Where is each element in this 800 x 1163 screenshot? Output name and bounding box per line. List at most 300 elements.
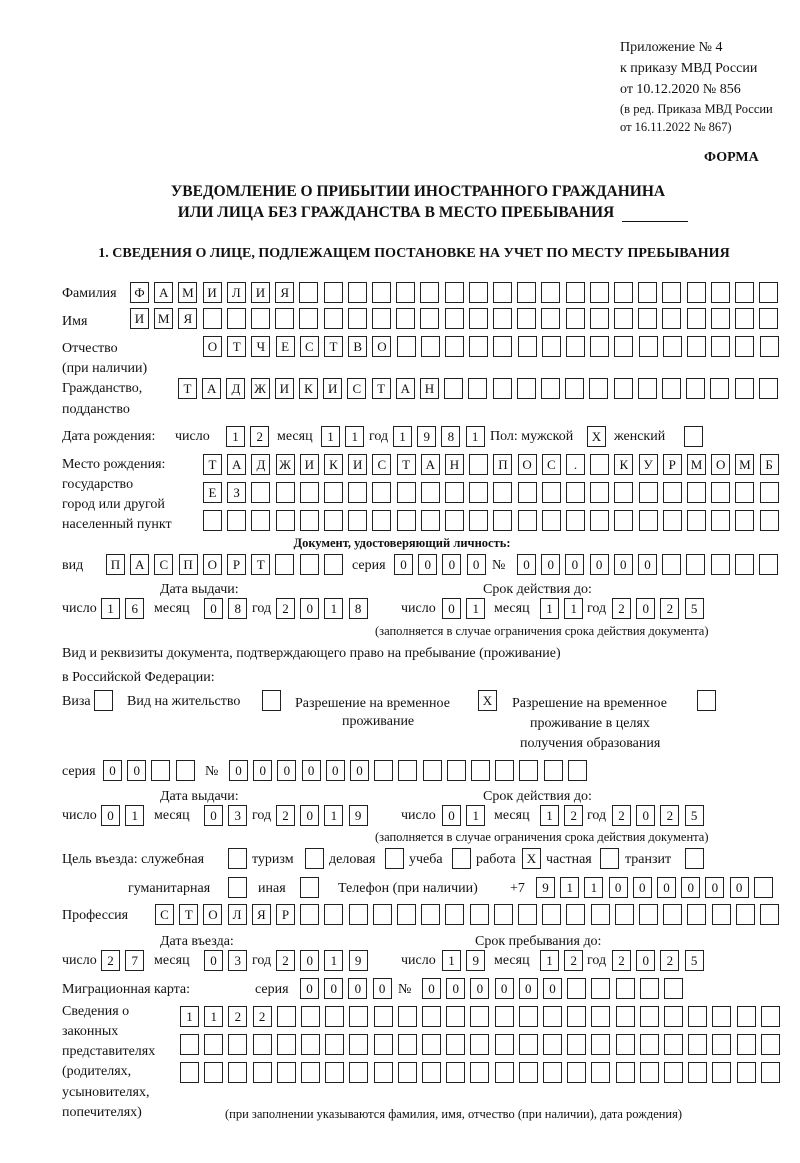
char-cell[interactable] xyxy=(614,378,633,399)
char-cell[interactable] xyxy=(176,760,195,781)
char-cell[interactable]: 1 xyxy=(204,1006,223,1027)
char-cell[interactable]: 1 xyxy=(584,877,603,898)
char-cell[interactable] xyxy=(471,760,490,781)
char-cell[interactable]: 9 xyxy=(349,805,368,826)
char-cell[interactable] xyxy=(711,482,730,503)
char-cell[interactable]: А xyxy=(154,282,173,303)
char-cell[interactable]: З xyxy=(227,482,246,503)
char-cell[interactable]: Т xyxy=(178,378,197,399)
char-cell[interactable]: А xyxy=(396,378,415,399)
char-cell[interactable] xyxy=(469,482,488,503)
char-cell[interactable] xyxy=(253,1034,272,1055)
char-cell[interactable] xyxy=(736,904,755,925)
char-cell[interactable]: 1 xyxy=(442,950,461,971)
char-cell[interactable] xyxy=(446,1034,465,1055)
char-cell[interactable] xyxy=(616,978,635,999)
char-cell[interactable]: 0 xyxy=(300,805,319,826)
char-cell[interactable]: 9 xyxy=(536,877,555,898)
char-cell[interactable] xyxy=(348,482,367,503)
char-cell[interactable] xyxy=(735,554,754,575)
char-cell[interactable] xyxy=(518,510,537,531)
char-cell[interactable] xyxy=(445,904,464,925)
char-cell[interactable] xyxy=(397,336,416,357)
char-cell[interactable]: 0 xyxy=(633,877,652,898)
char-cell[interactable] xyxy=(396,282,415,303)
char-cell[interactable]: 0 xyxy=(541,554,560,575)
char-cell[interactable] xyxy=(203,510,222,531)
char-cell[interactable] xyxy=(300,904,319,925)
char-cell[interactable] xyxy=(616,1006,635,1027)
char-cell[interactable]: 0 xyxy=(609,877,628,898)
char-cell[interactable] xyxy=(470,1006,489,1027)
char-cell[interactable] xyxy=(662,378,681,399)
char-cell[interactable] xyxy=(276,510,295,531)
char-cell[interactable] xyxy=(590,482,609,503)
char-cell[interactable] xyxy=(325,1034,344,1055)
char-cell[interactable] xyxy=(519,760,538,781)
char-cell[interactable] xyxy=(735,282,754,303)
char-cell[interactable]: 0 xyxy=(422,978,441,999)
char-cell[interactable] xyxy=(445,336,464,357)
char-cell[interactable]: Е xyxy=(203,482,222,503)
char-cell[interactable]: О xyxy=(203,336,222,357)
char-cell[interactable] xyxy=(663,336,682,357)
char-cell[interactable] xyxy=(517,378,536,399)
char-cell[interactable]: 2 xyxy=(660,598,679,619)
char-cell[interactable]: 0 xyxy=(614,554,633,575)
char-cell[interactable]: 2 xyxy=(612,950,631,971)
char-cell[interactable]: 0 xyxy=(590,554,609,575)
char-cell[interactable] xyxy=(542,904,561,925)
humanitarian-checkbox[interactable] xyxy=(228,877,247,898)
char-cell[interactable] xyxy=(640,1006,659,1027)
char-cell[interactable]: 0 xyxy=(373,978,392,999)
char-cell[interactable] xyxy=(591,1006,610,1027)
char-cell[interactable] xyxy=(591,978,610,999)
char-cell[interactable]: Л xyxy=(228,904,247,925)
char-cell[interactable] xyxy=(565,378,584,399)
char-cell[interactable] xyxy=(760,904,779,925)
char-cell[interactable] xyxy=(566,308,585,329)
char-cell[interactable] xyxy=(446,1062,465,1083)
char-cell[interactable]: Т xyxy=(203,454,222,475)
char-cell[interactable]: 0 xyxy=(638,554,657,575)
char-cell[interactable] xyxy=(710,378,729,399)
char-cell[interactable] xyxy=(301,1006,320,1027)
char-cell[interactable]: Р xyxy=(227,554,246,575)
char-cell[interactable] xyxy=(614,308,633,329)
char-cell[interactable]: И xyxy=(203,282,222,303)
char-cell[interactable]: 3 xyxy=(228,950,247,971)
char-cell[interactable] xyxy=(542,336,561,357)
char-cell[interactable]: 2 xyxy=(228,1006,247,1027)
char-cell[interactable] xyxy=(422,1006,441,1027)
char-cell[interactable] xyxy=(397,510,416,531)
char-cell[interactable]: 0 xyxy=(442,598,461,619)
char-cell[interactable] xyxy=(253,1062,272,1083)
char-cell[interactable] xyxy=(518,482,537,503)
char-cell[interactable] xyxy=(518,336,537,357)
char-cell[interactable] xyxy=(204,1034,223,1055)
char-cell[interactable] xyxy=(567,1006,586,1027)
char-cell[interactable]: Т xyxy=(397,454,416,475)
char-cell[interactable]: Д xyxy=(251,454,270,475)
char-cell[interactable] xyxy=(324,554,343,575)
char-cell[interactable] xyxy=(420,282,439,303)
char-cell[interactable] xyxy=(735,336,754,357)
char-cell[interactable]: 9 xyxy=(466,950,485,971)
char-cell[interactable]: О xyxy=(203,554,222,575)
char-cell[interactable] xyxy=(396,308,415,329)
char-cell[interactable] xyxy=(398,1034,417,1055)
char-cell[interactable] xyxy=(688,1062,707,1083)
char-cell[interactable] xyxy=(495,1062,514,1083)
char-cell[interactable] xyxy=(227,308,246,329)
char-cell[interactable] xyxy=(686,378,705,399)
char-cell[interactable] xyxy=(348,282,367,303)
char-cell[interactable] xyxy=(349,1062,368,1083)
char-cell[interactable] xyxy=(470,904,489,925)
char-cell[interactable]: 2 xyxy=(253,1006,272,1027)
char-cell[interactable] xyxy=(444,378,463,399)
char-cell[interactable] xyxy=(761,1034,780,1055)
char-cell[interactable] xyxy=(372,482,391,503)
char-cell[interactable] xyxy=(664,1034,683,1055)
char-cell[interactable] xyxy=(737,1006,756,1027)
char-cell[interactable] xyxy=(712,904,731,925)
char-cell[interactable] xyxy=(761,1006,780,1027)
char-cell[interactable] xyxy=(760,482,779,503)
char-cell[interactable] xyxy=(711,554,730,575)
char-cell[interactable] xyxy=(493,336,512,357)
char-cell[interactable] xyxy=(615,904,634,925)
char-cell[interactable] xyxy=(397,482,416,503)
char-cell[interactable]: О xyxy=(372,336,391,357)
char-cell[interactable] xyxy=(251,482,270,503)
char-cell[interactable]: 0 xyxy=(302,760,321,781)
char-cell[interactable] xyxy=(349,1034,368,1055)
char-cell[interactable]: 0 xyxy=(326,760,345,781)
male-checkbox[interactable]: X xyxy=(587,426,606,447)
char-cell[interactable] xyxy=(325,1006,344,1027)
char-cell[interactable]: С xyxy=(154,554,173,575)
char-cell[interactable] xyxy=(349,1006,368,1027)
char-cell[interactable]: Р xyxy=(663,454,682,475)
char-cell[interactable]: 1 xyxy=(321,426,340,447)
char-cell[interactable] xyxy=(541,378,560,399)
char-cell[interactable]: 0 xyxy=(300,950,319,971)
char-cell[interactable]: 0 xyxy=(705,877,724,898)
char-cell[interactable]: 8 xyxy=(349,598,368,619)
char-cell[interactable]: 1 xyxy=(540,950,559,971)
char-cell[interactable] xyxy=(566,282,585,303)
char-cell[interactable] xyxy=(277,1062,296,1083)
char-cell[interactable]: 0 xyxy=(636,598,655,619)
char-cell[interactable]: 2 xyxy=(660,950,679,971)
char-cell[interactable] xyxy=(301,1062,320,1083)
char-cell[interactable] xyxy=(639,904,658,925)
char-cell[interactable]: 5 xyxy=(685,950,704,971)
char-cell[interactable] xyxy=(712,1034,731,1055)
char-cell[interactable]: 2 xyxy=(276,598,295,619)
char-cell[interactable]: 1 xyxy=(393,426,412,447)
char-cell[interactable] xyxy=(543,1006,562,1027)
char-cell[interactable]: Л xyxy=(227,282,246,303)
char-cell[interactable]: 1 xyxy=(101,598,120,619)
char-cell[interactable] xyxy=(687,482,706,503)
char-cell[interactable] xyxy=(737,1034,756,1055)
char-cell[interactable] xyxy=(687,336,706,357)
char-cell[interactable]: С xyxy=(542,454,561,475)
char-cell[interactable] xyxy=(711,282,730,303)
char-cell[interactable] xyxy=(397,904,416,925)
tourism-checkbox[interactable] xyxy=(305,848,324,869)
char-cell[interactable] xyxy=(543,1062,562,1083)
char-cell[interactable]: Ж xyxy=(251,378,270,399)
transit-checkbox[interactable] xyxy=(685,848,704,869)
char-cell[interactable]: 2 xyxy=(276,950,295,971)
char-cell[interactable]: К xyxy=(324,454,343,475)
char-cell[interactable] xyxy=(664,1062,683,1083)
char-cell[interactable]: С xyxy=(300,336,319,357)
char-cell[interactable] xyxy=(373,904,392,925)
char-cell[interactable] xyxy=(469,336,488,357)
visa-checkbox[interactable] xyxy=(94,690,113,711)
char-cell[interactable] xyxy=(421,904,440,925)
char-cell[interactable] xyxy=(638,308,657,329)
char-cell[interactable] xyxy=(180,1034,199,1055)
char-cell[interactable]: 1 xyxy=(466,426,485,447)
char-cell[interactable] xyxy=(422,1034,441,1055)
study-checkbox[interactable] xyxy=(452,848,471,869)
char-cell[interactable] xyxy=(228,1062,247,1083)
char-cell[interactable]: 0 xyxy=(348,978,367,999)
char-cell[interactable]: 2 xyxy=(564,805,583,826)
char-cell[interactable]: 8 xyxy=(228,598,247,619)
female-checkbox[interactable] xyxy=(684,426,703,447)
char-cell[interactable] xyxy=(374,1006,393,1027)
char-cell[interactable] xyxy=(301,1034,320,1055)
char-cell[interactable]: 1 xyxy=(226,426,245,447)
char-cell[interactable]: С xyxy=(347,378,366,399)
char-cell[interactable]: О xyxy=(203,904,222,925)
char-cell[interactable] xyxy=(542,510,561,531)
char-cell[interactable] xyxy=(760,510,779,531)
char-cell[interactable]: М xyxy=(154,308,173,329)
char-cell[interactable]: 0 xyxy=(730,877,749,898)
char-cell[interactable]: А xyxy=(227,454,246,475)
char-cell[interactable]: А xyxy=(130,554,149,575)
char-cell[interactable] xyxy=(638,282,657,303)
char-cell[interactable]: Ж xyxy=(276,454,295,475)
char-cell[interactable] xyxy=(493,378,512,399)
char-cell[interactable] xyxy=(422,1062,441,1083)
char-cell[interactable]: 0 xyxy=(253,760,272,781)
char-cell[interactable]: 1 xyxy=(540,598,559,619)
char-cell[interactable] xyxy=(737,1062,756,1083)
char-cell[interactable]: 0 xyxy=(467,554,486,575)
char-cell[interactable] xyxy=(251,308,270,329)
char-cell[interactable] xyxy=(277,1034,296,1055)
char-cell[interactable] xyxy=(324,904,343,925)
char-cell[interactable]: Ч xyxy=(251,336,270,357)
char-cell[interactable] xyxy=(640,1062,659,1083)
char-cell[interactable]: 0 xyxy=(442,554,461,575)
char-cell[interactable] xyxy=(591,904,610,925)
char-cell[interactable]: 0 xyxy=(204,598,223,619)
char-cell[interactable]: . xyxy=(566,454,585,475)
char-cell[interactable]: 6 xyxy=(125,598,144,619)
char-cell[interactable] xyxy=(324,282,343,303)
char-cell[interactable] xyxy=(590,308,609,329)
char-cell[interactable]: 2 xyxy=(250,426,269,447)
char-cell[interactable]: 0 xyxy=(495,978,514,999)
char-cell[interactable] xyxy=(616,1034,635,1055)
char-cell[interactable] xyxy=(759,308,778,329)
char-cell[interactable] xyxy=(687,282,706,303)
char-cell[interactable] xyxy=(517,308,536,329)
char-cell[interactable] xyxy=(590,454,609,475)
char-cell[interactable] xyxy=(495,1006,514,1027)
other-checkbox[interactable] xyxy=(300,877,319,898)
char-cell[interactable]: Я xyxy=(275,282,294,303)
official-checkbox[interactable] xyxy=(228,848,247,869)
char-cell[interactable] xyxy=(446,1006,465,1027)
char-cell[interactable] xyxy=(204,1062,223,1083)
char-cell[interactable] xyxy=(324,308,343,329)
char-cell[interactable]: А xyxy=(202,378,221,399)
char-cell[interactable] xyxy=(493,510,512,531)
char-cell[interactable] xyxy=(519,1062,538,1083)
char-cell[interactable] xyxy=(299,282,318,303)
char-cell[interactable]: 0 xyxy=(636,950,655,971)
char-cell[interactable] xyxy=(251,510,270,531)
char-cell[interactable] xyxy=(300,482,319,503)
char-cell[interactable] xyxy=(470,1034,489,1055)
char-cell[interactable] xyxy=(275,554,294,575)
char-cell[interactable] xyxy=(590,282,609,303)
char-cell[interactable]: И xyxy=(300,454,319,475)
char-cell[interactable]: 0 xyxy=(394,554,413,575)
char-cell[interactable] xyxy=(519,1034,538,1055)
char-cell[interactable] xyxy=(276,482,295,503)
char-cell[interactable] xyxy=(662,282,681,303)
place-type-blank[interactable] xyxy=(622,205,688,222)
char-cell[interactable] xyxy=(754,877,773,898)
char-cell[interactable] xyxy=(663,904,682,925)
char-cell[interactable]: К xyxy=(614,454,633,475)
char-cell[interactable] xyxy=(735,510,754,531)
char-cell[interactable]: Б xyxy=(760,454,779,475)
char-cell[interactable]: Я xyxy=(252,904,271,925)
char-cell[interactable] xyxy=(761,1062,780,1083)
char-cell[interactable]: 9 xyxy=(349,950,368,971)
char-cell[interactable] xyxy=(445,282,464,303)
private-checkbox[interactable] xyxy=(600,848,619,869)
temp-residence-checkbox[interactable]: X xyxy=(478,690,497,711)
char-cell[interactable] xyxy=(398,1062,417,1083)
char-cell[interactable] xyxy=(469,510,488,531)
char-cell[interactable]: 1 xyxy=(324,805,343,826)
char-cell[interactable]: 0 xyxy=(519,978,538,999)
char-cell[interactable] xyxy=(759,554,778,575)
char-cell[interactable] xyxy=(325,1062,344,1083)
char-cell[interactable]: П xyxy=(493,454,512,475)
char-cell[interactable] xyxy=(735,308,754,329)
char-cell[interactable] xyxy=(591,1034,610,1055)
char-cell[interactable]: 2 xyxy=(101,950,120,971)
char-cell[interactable]: А xyxy=(421,454,440,475)
char-cell[interactable] xyxy=(614,282,633,303)
char-cell[interactable]: 0 xyxy=(543,978,562,999)
char-cell[interactable] xyxy=(542,482,561,503)
char-cell[interactable] xyxy=(420,308,439,329)
char-cell[interactable] xyxy=(686,554,705,575)
char-cell[interactable]: В xyxy=(348,336,367,357)
char-cell[interactable] xyxy=(445,482,464,503)
char-cell[interactable] xyxy=(421,510,440,531)
char-cell[interactable]: 2 xyxy=(612,805,631,826)
char-cell[interactable] xyxy=(398,760,417,781)
char-cell[interactable] xyxy=(663,482,682,503)
char-cell[interactable]: И xyxy=(275,378,294,399)
char-cell[interactable] xyxy=(664,1006,683,1027)
char-cell[interactable] xyxy=(493,308,512,329)
char-cell[interactable]: 2 xyxy=(660,805,679,826)
char-cell[interactable] xyxy=(299,308,318,329)
char-cell[interactable]: 0 xyxy=(300,598,319,619)
char-cell[interactable]: 1 xyxy=(345,426,364,447)
char-cell[interactable] xyxy=(180,1062,199,1083)
char-cell[interactable] xyxy=(664,978,683,999)
char-cell[interactable]: 0 xyxy=(636,805,655,826)
char-cell[interactable] xyxy=(519,1006,538,1027)
char-cell[interactable]: 1 xyxy=(180,1006,199,1027)
char-cell[interactable]: 1 xyxy=(564,598,583,619)
char-cell[interactable] xyxy=(151,760,170,781)
char-cell[interactable]: 0 xyxy=(442,805,461,826)
char-cell[interactable]: Т xyxy=(324,336,343,357)
char-cell[interactable] xyxy=(374,760,393,781)
char-cell[interactable] xyxy=(688,1006,707,1027)
char-cell[interactable] xyxy=(469,454,488,475)
char-cell[interactable] xyxy=(470,1062,489,1083)
char-cell[interactable]: Р xyxy=(276,904,295,925)
char-cell[interactable]: М xyxy=(687,454,706,475)
char-cell[interactable]: 1 xyxy=(466,805,485,826)
char-cell[interactable] xyxy=(614,336,633,357)
char-cell[interactable]: 0 xyxy=(324,978,343,999)
char-cell[interactable] xyxy=(421,336,440,357)
char-cell[interactable]: У xyxy=(639,454,658,475)
char-cell[interactable] xyxy=(568,760,587,781)
char-cell[interactable]: 3 xyxy=(228,805,247,826)
char-cell[interactable]: 0 xyxy=(470,978,489,999)
char-cell[interactable]: И xyxy=(251,282,270,303)
char-cell[interactable] xyxy=(711,308,730,329)
char-cell[interactable] xyxy=(567,978,586,999)
char-cell[interactable]: Е xyxy=(276,336,295,357)
char-cell[interactable]: 0 xyxy=(446,978,465,999)
char-cell[interactable] xyxy=(372,510,391,531)
char-cell[interactable] xyxy=(616,1062,635,1083)
char-cell[interactable]: 0 xyxy=(101,805,120,826)
char-cell[interactable]: М xyxy=(735,454,754,475)
char-cell[interactable]: 5 xyxy=(685,598,704,619)
char-cell[interactable]: Т xyxy=(372,378,391,399)
char-cell[interactable] xyxy=(614,482,633,503)
char-cell[interactable] xyxy=(372,282,391,303)
